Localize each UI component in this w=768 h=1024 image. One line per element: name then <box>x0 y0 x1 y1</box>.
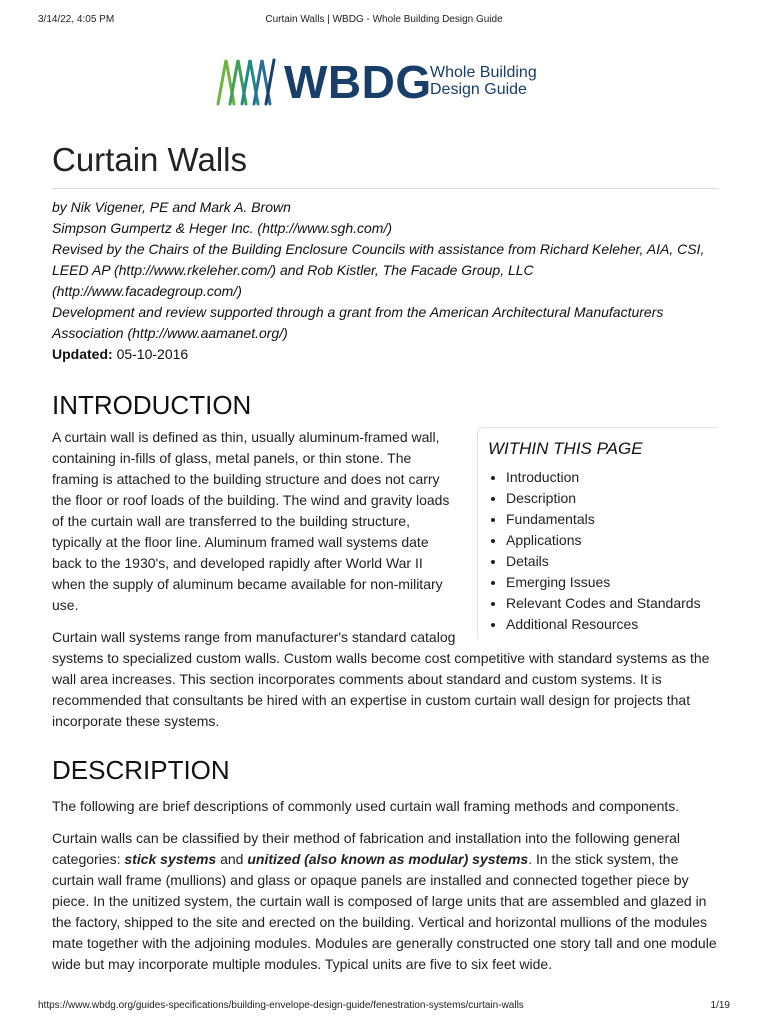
toc-link-details[interactable]: • Details <box>506 551 718 572</box>
desc-p2-and: and <box>216 851 248 867</box>
introduction-section <box>52 427 718 732</box>
toc-link-applications[interactable]: • Applications <box>506 530 718 551</box>
updated-date: 05-10-2016 <box>116 346 189 362</box>
page-title: Curtain Walls <box>52 140 718 189</box>
desc-p2-start: Curtain walls can be classified by their method of fabrication and installation into the following general categories: <box>52 830 681 867</box>
credits-firm: Simpson Gumpertz & Heger Inc. (http://www.sgh.com/) <box>52 220 393 236</box>
logo-tagline <box>430 64 537 98</box>
toc-link-fundamentals[interactable]: • Fundamentals <box>506 509 718 530</box>
credits-revised: Revised by the Chairs of the Building Enclosure Councils with assistance from Richard Keleher, AIA, CSI, LEED AP (http://www.rkeleher.com/) and Rob Kistler, The Facade Group, LLC (http://www.facadegroup.com/) <box>52 241 705 299</box>
toc-list <box>488 467 718 635</box>
logo-tagline-line1: Whole Building <box>430 64 537 81</box>
wbdg-logo-mark-icon <box>216 56 280 108</box>
print-header <box>38 14 730 28</box>
description-section <box>52 796 718 975</box>
print-date: 3/14/22, 4:05 PM <box>38 14 115 25</box>
toc-link-additional-resources[interactable]: • Additional Resources <box>506 614 718 635</box>
intro-paragraph-2: Curtain wall systems range from manufacturer's standard catalog systems to specialized custom walls. Custom walls become cost competitive with standard systems as the wall area increases. This section incorporates comments about standard and custom systems. It is recommended that consultants be hired with an expertise in custom curtain wall design for projects that incorporate these systems. <box>52 629 710 729</box>
credits-authors: by Nik Vigener, PE and Mark A. Brown <box>52 199 291 215</box>
print-footer <box>38 1000 730 1014</box>
within-this-page-box <box>477 427 718 639</box>
description-heading: DESCRIPTION <box>52 755 230 785</box>
toc-link-description[interactable]: • Description <box>506 488 718 509</box>
credits-grant: Development and review supported through a grant from the American Architectural Manufacturers Association (http://www.aamanet.org/) <box>52 304 664 341</box>
toc-link-relevant-codes[interactable]: • Relevant Codes and Standards <box>506 593 718 614</box>
desc-p2-rest: . In the stick system, the curtain wall frame (mullions) and glass or opaque panels are installed and connected together piece by piece. In the unitized system, the curtain wall is composed of large units that are assembled and glazed in the factory, shipped to the site and erected on the building. Vertical and horizontal mullions of the modules mate together with the adjoining modules. Modules are generally constructed one story tall and one module wide but may incorporate multiple modules. Typical units are five to six feet wide. <box>52 851 717 972</box>
stick-systems-term: stick systems <box>124 851 217 867</box>
wbdg-logo[interactable] <box>216 56 556 108</box>
article <box>52 140 718 986</box>
unitized-systems-term: unitized (also known as modular) systems <box>247 851 529 867</box>
logo-wordmark: WBDG <box>284 56 432 108</box>
credits <box>52 197 718 365</box>
updated-line <box>52 346 188 362</box>
intro-paragraph-1: A curtain wall is defined as thin, usually aluminum-framed wall, containing in-fills of glass, metal panels, or thin stone. The framing is attached to the building structure and does not carry the floor or roof loads of the building. The wind and gravity loads of the curtain wall are transferred to the building structure, typically at the floor line. Aluminum framed wall systems date back to the 1930's, and developed rapidly after World War II when the supply of aluminum became available for non-military use. <box>52 429 450 613</box>
toc-title: WITHIN THIS PAGE <box>488 439 643 458</box>
logo-tagline-line2: Design Guide <box>430 81 527 98</box>
print-page-title: Curtain Walls | WBDG - Whole Building Design Guide <box>265 14 503 25</box>
toc-link-introduction[interactable]: • Introduction <box>506 467 718 488</box>
updated-label: Updated: <box>52 346 113 362</box>
print-url: https://www.wbdg.org/guides-specifications/building-envelope-design-guide/fenestration-systems/curtain-walls <box>38 1000 524 1011</box>
description-paragraph-2 <box>52 828 718 975</box>
introduction-heading: INTRODUCTION <box>52 390 252 420</box>
toc-link-emerging-issues[interactable]: • Emerging Issues <box>506 572 718 593</box>
page-number: 1/19 <box>710 1000 730 1011</box>
description-paragraph-1: The following are brief descriptions of commonly used curtain wall framing methods and components. <box>52 798 680 814</box>
